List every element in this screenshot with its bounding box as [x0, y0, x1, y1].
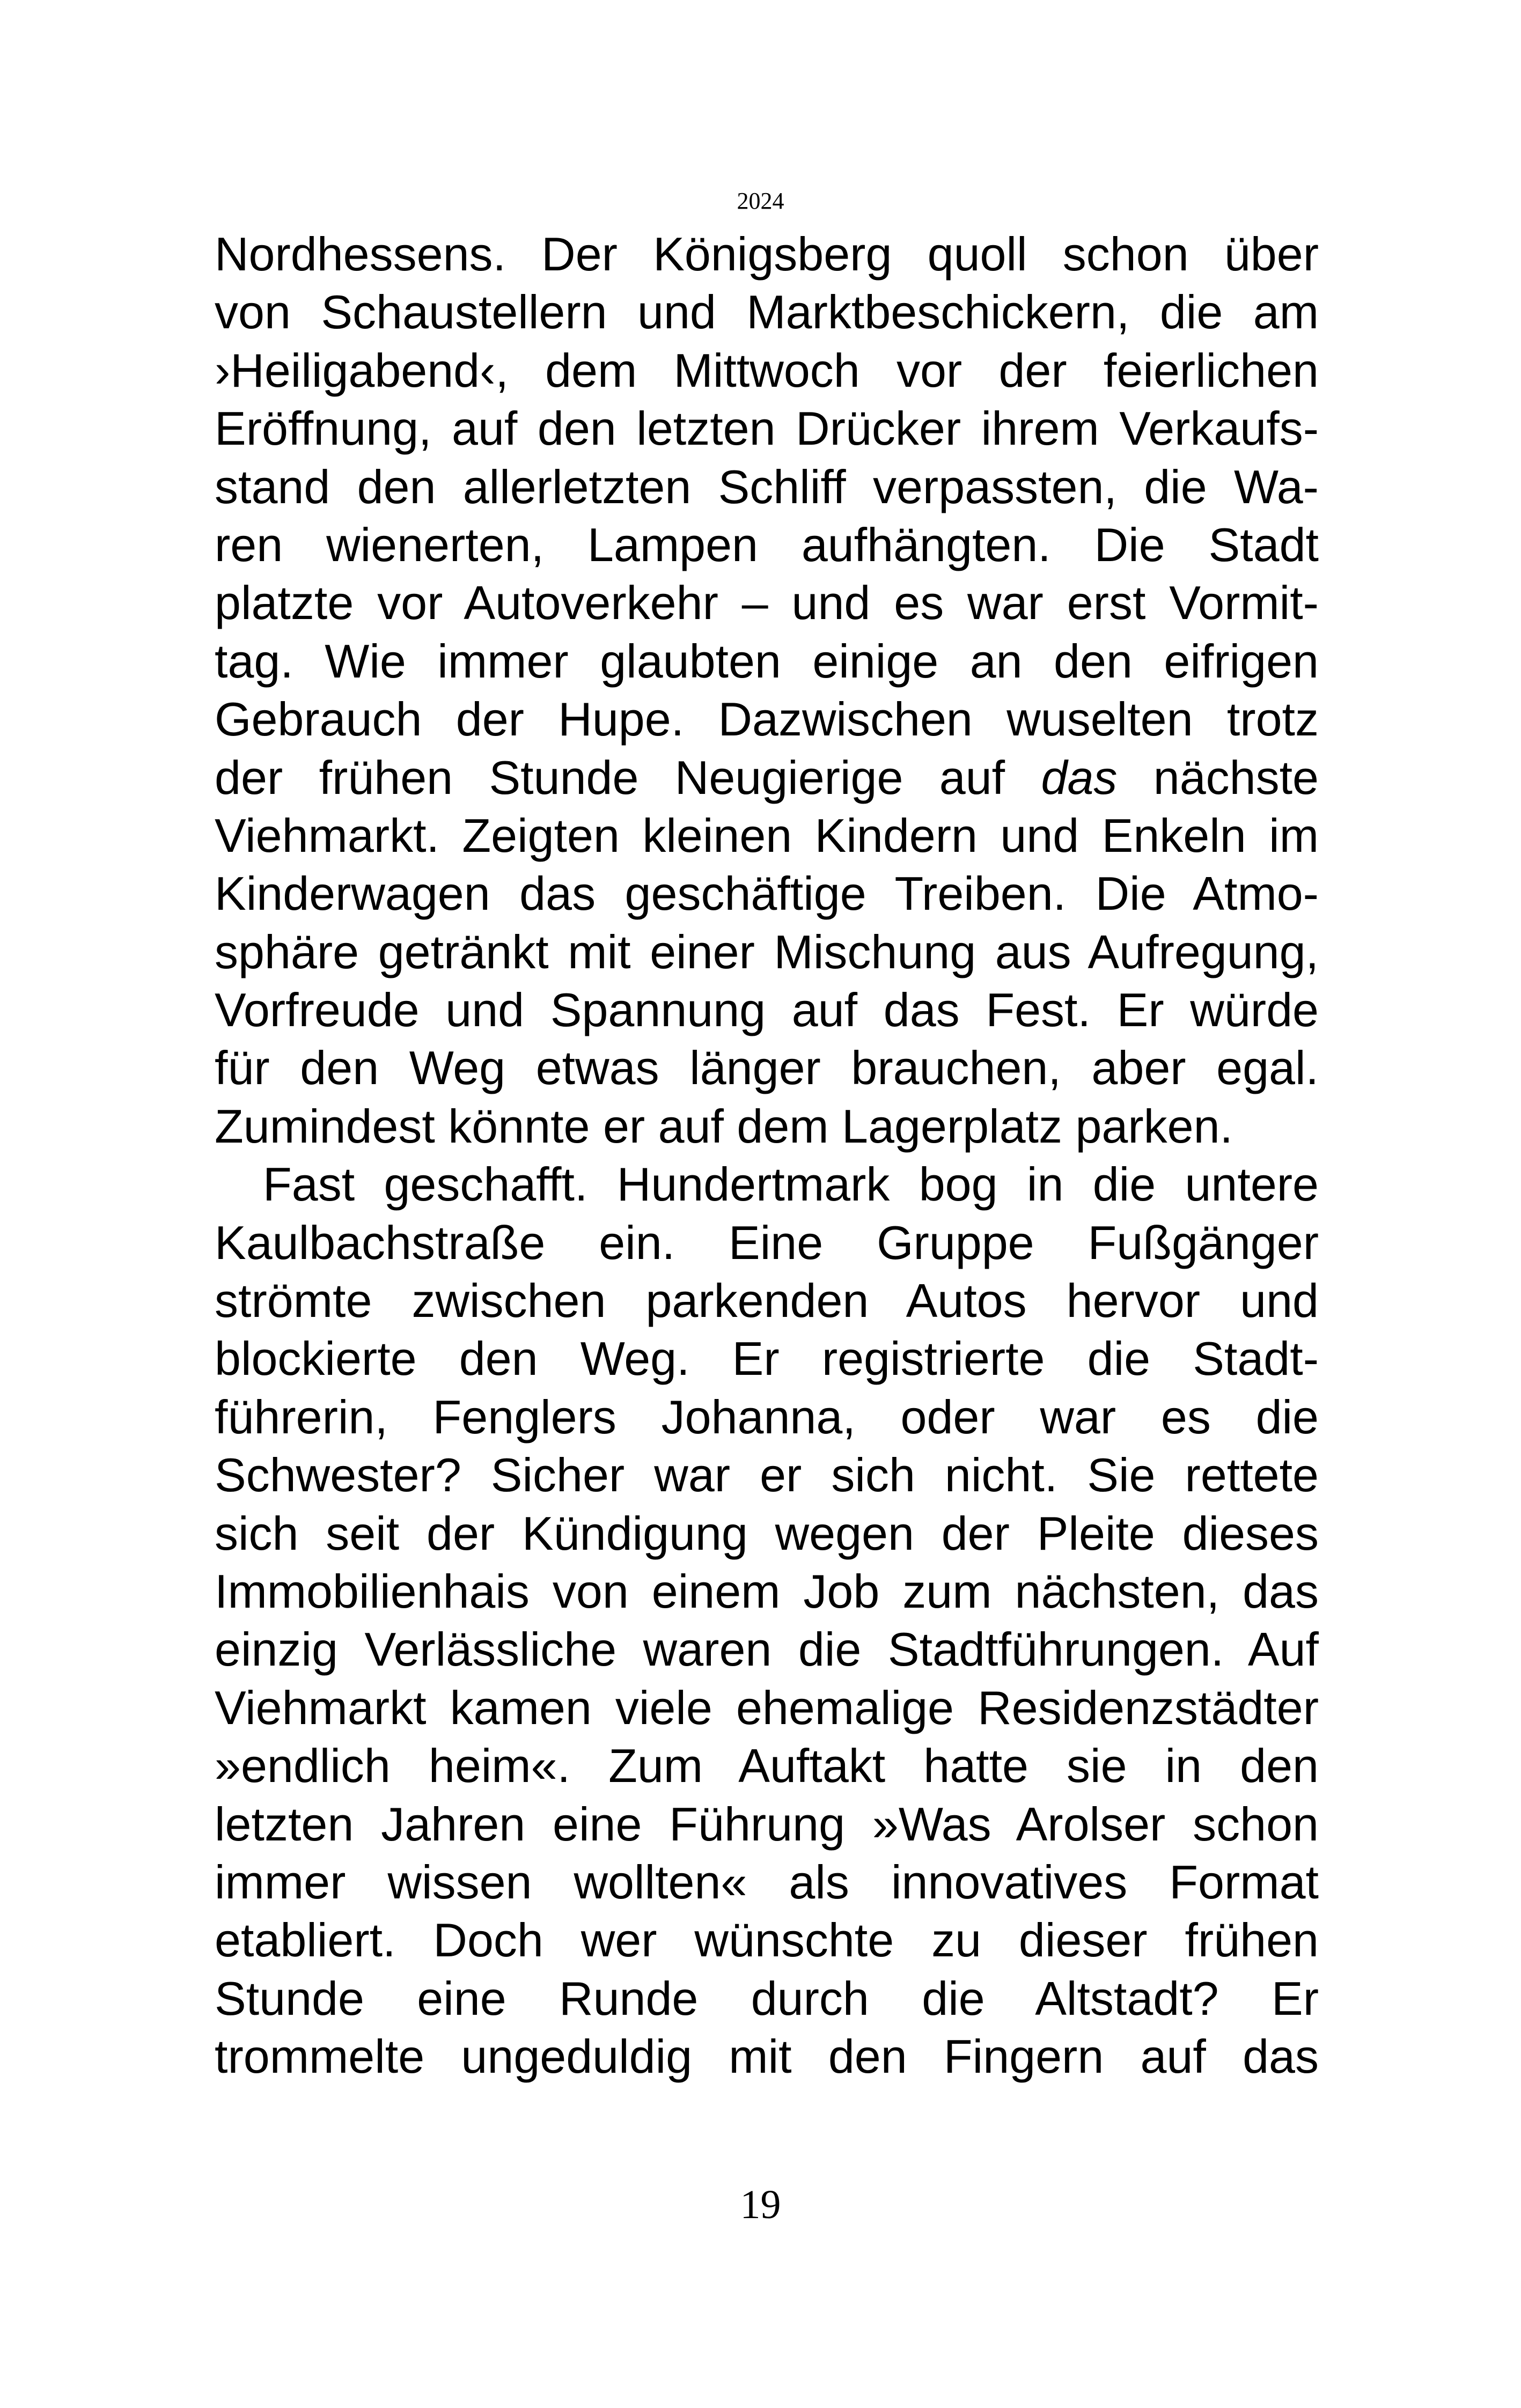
text-line: Stunde eine Runde durch die Altstadt? Er	[215, 1971, 1319, 2025]
paragraph-1	[215, 225, 1319, 1155]
text-line: Immobilienhais von einem Job zum nächsten, das	[215, 1564, 1319, 1618]
text-line: von Schaustellern und Marktbeschickern, die am	[215, 285, 1319, 339]
running-header: 2024	[737, 188, 784, 214]
text-line: ren wienerten, Lampen aufhängten. Die Stadt	[215, 518, 1319, 571]
text-line: Kinderwagen das geschäftige Treiben. Die Atmo-	[215, 867, 1319, 921]
text-line: Nordhessens. Der Königsberg quoll schon über	[215, 227, 1319, 281]
text-line: Zumindest könnte er auf dem Lagerplatz parken.	[215, 1099, 1233, 1153]
text-line: Viehmarkt kamen viele ehemalige Residenzstädter	[215, 1681, 1319, 1734]
text-line: Kaulbachstraße ein. Eine Gruppe Fußgänger	[215, 1216, 1319, 1269]
text-line: Fast geschafft. Hundertmark bog in die untere	[263, 1158, 1319, 1211]
emphasized-word: das	[1041, 750, 1118, 804]
page-number: 19	[740, 2182, 781, 2227]
text-line: sphäre getränkt mit einer Mischung aus Aufregung,	[215, 925, 1319, 978]
text-line: platzte vor Autoverkehr – und es war erst Vormit-	[215, 576, 1319, 630]
text-line: stand den allerletzten Schliff verpassten, die Wa-	[215, 460, 1319, 513]
text-line: letzten Jahren eine Führung »Was Arolser schon	[215, 1797, 1319, 1851]
text-line: einzig Verlässliche waren die Stadtführungen. Auf	[215, 1623, 1319, 1676]
text-segment: nächste	[1117, 750, 1319, 804]
text-line: führerin, Fenglers Johanna, oder war es die	[215, 1390, 1319, 1444]
text-line: etabliert. Doch wer wünschte zu dieser frühen	[215, 1913, 1319, 1967]
text-line: Schwester? Sicher war er sich nicht. Sie rettete	[215, 1448, 1319, 1502]
text-line: blockierte den Weg. Er registrierte die Stadt-	[215, 1332, 1319, 1386]
text-line: Vorfreude und Spannung auf das Fest. Er würde	[215, 983, 1319, 1037]
text-line: trommelte ungeduldig mit den Fingern auf das	[215, 2030, 1319, 2083]
body-text	[215, 225, 1319, 2086]
text-line: immer wissen wollten« als innovatives Format	[215, 1855, 1319, 1909]
text-line: »endlich heim«. Zum Auftakt hatte sie in den	[215, 1739, 1319, 1793]
text-line: Viehmarkt. Zeigten kleinen Kindern und Enkeln im	[215, 808, 1319, 862]
paragraph-2	[215, 1155, 1319, 2086]
text-line: Gebrauch der Hupe. Dazwischen wuselten trotz	[215, 693, 1319, 746]
text-line: strömte zwischen parkenden Autos hervor und	[215, 1274, 1319, 1328]
text-line: ›Heiligabend‹, dem Mittwoch vor der feierlichen	[215, 343, 1319, 397]
text-segment: der frühen Stunde Neugierige auf	[215, 750, 1041, 804]
text-line: tag. Wie immer glaubten einige an den eifrigen	[215, 634, 1319, 688]
text-line-with-emphasis	[215, 749, 1319, 807]
text-line: Eröffnung, auf den letzten Drücker ihrem Verkaufs-	[215, 402, 1319, 455]
text-line: sich seit der Kündigung wegen der Pleite dieses	[215, 1506, 1319, 1560]
text-line: für den Weg etwas länger brauchen, aber egal.	[215, 1041, 1319, 1095]
